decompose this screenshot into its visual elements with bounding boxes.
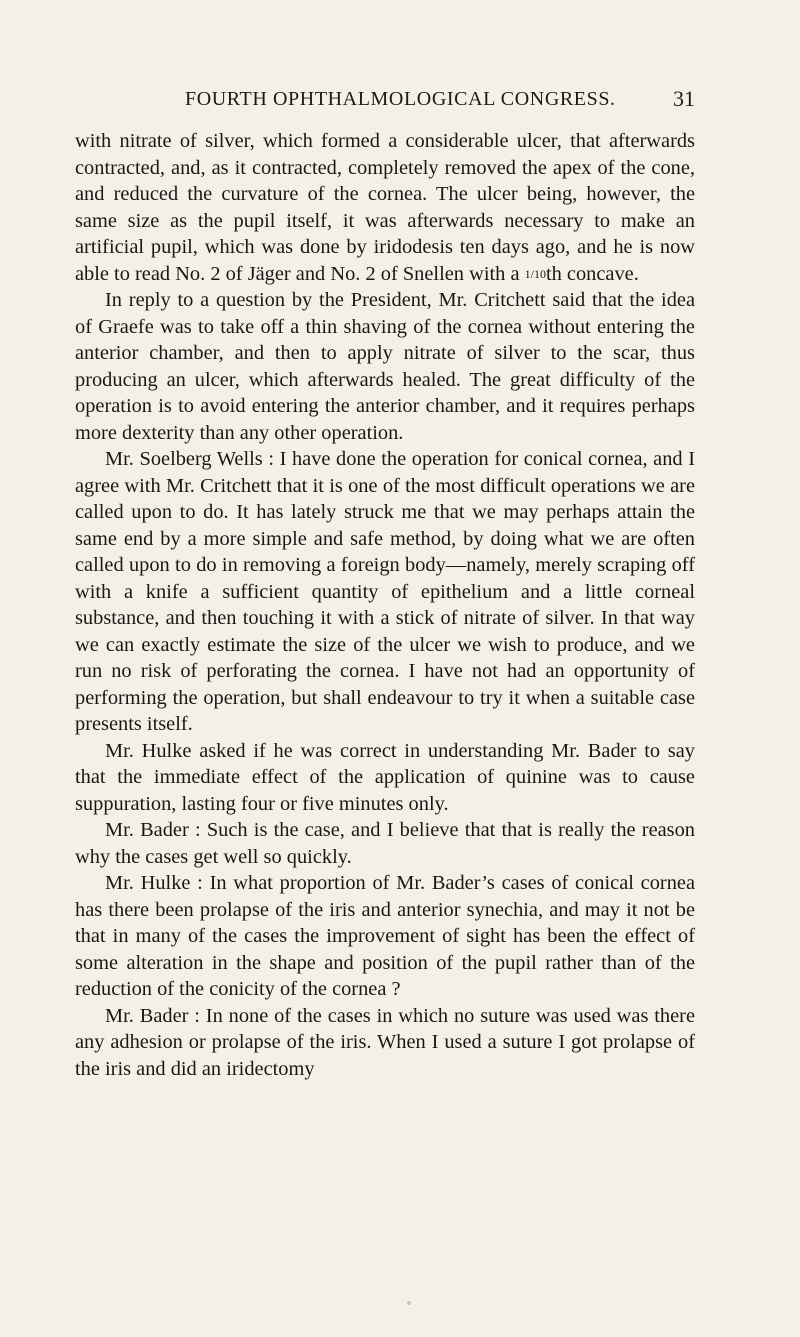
- paragraph-continued: [75, 128, 695, 287]
- fraction-suffix: th concave.: [545, 262, 639, 285]
- paragraph-text: with nitrate of silver, which formed a considerable ulcer, that afterwards contracted, and, as it contracted, completely removed the apex of the cone, and reduced the curvature of the cornea. The ulcer being, however, the same size as the pupil itself, it was afterwards necessary to make an artificial pupil, which was done by iridodesis ten days ago, and he is now able to read No. 2 of Jäger and No. 2 of Snellen with a: [75, 130, 695, 285]
- paragraph: Mr. Bader : Such is the case, and I believe that that is really the reason why the cases get well so quickly.: [75, 819, 695, 868]
- body-text: [75, 128, 695, 1082]
- paragraph: In reply to a question by the President, Mr. Critchett said that the idea of Graefe was to take off a thin shaving of the cornea without entering the anterior chamber, and then to apply nitrate of silver to the scar, thus producing an ulcer, which afterwards healed. The great difficulty of the operation is to avoid entering the anterior chamber, and it requires perhaps more dexterity than any other operation.: [75, 289, 695, 444]
- paragraph: Mr. Soelberg Wells : I have done the operation for conical cornea, and I agree with Mr. Critchett that it is one of the most difficult operations we are called upon to do. It has lately struck me that we may perhaps attain the same end by a more simple and safe method, by doing what we are often called upon to do in removing a foreign body—namely, merely scraping off with a knife a sufficient quantity of epithelium and a little corneal substance, and then touching it with a stick of nitrate of silver. In that way we can exactly estimate the size of the ulcer we wish to produce, and we run no risk of perforating the cornea. I have not had an opportunity of performing the operation, but shall endeavour to try it when a suitable case presents itself.: [75, 448, 695, 735]
- paragraph: Mr. Hulke asked if he was correct in understanding Mr. Bader to say that the immediate effect of the application of quinine was to cause suppuration, lasting four or five minutes only.: [75, 739, 695, 815]
- running-head: [75, 88, 695, 116]
- running-title: FOURTH OPHTHALMOLOGICAL CONGRESS.: [185, 88, 616, 110]
- paper-speck: [407, 1301, 411, 1305]
- page-number: 31: [673, 86, 695, 111]
- fraction: 1/10: [524, 266, 546, 281]
- paragraph: Mr. Bader : In none of the cases in which no suture was used was there any adhesion or prolapse of the iris. When I used a suture I got prolapse of the iris and did an iridectomy: [75, 1004, 695, 1080]
- paragraph: Mr. Hulke : In what proportion of Mr. Bader’s cases of conical cornea has there been prolapse of the iris and anterior synechia, and may it not be that in many of the cases the improvement of sight has been the effect of some alteration in the shape and position of the pupil rather than of the reduction of the conicity of the cornea ?: [75, 872, 695, 1000]
